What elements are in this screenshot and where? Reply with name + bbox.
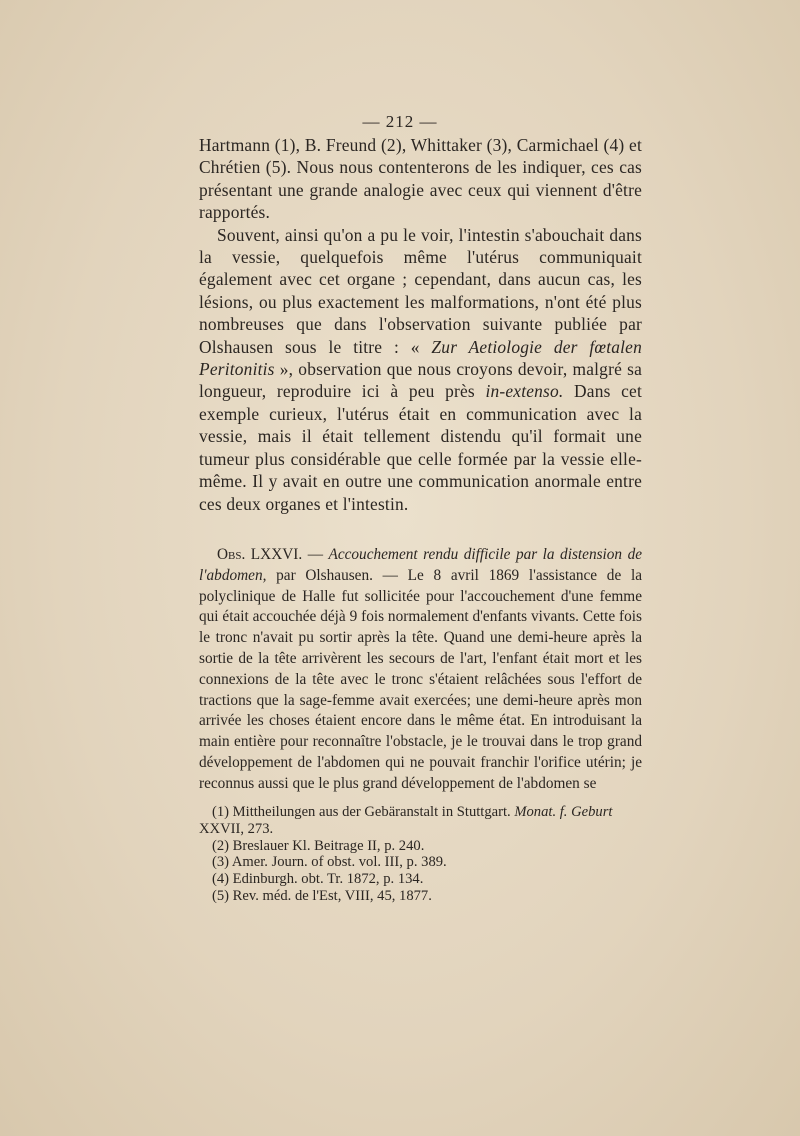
paragraph-2-part-c: Dans cet exemple curieux, l'utérus était en communication avec la vessie, mais il était tellement distendu qu'il formait une tumeur plus considérable que celle formée par la vessie elle-même. Il y avait en outre une communication anormale entre ces deux organes et l'intestin.: [199, 381, 642, 514]
observation-author: par Olshausen. —: [266, 566, 408, 584]
observation-dash: —: [302, 546, 329, 563]
observation-block: [199, 545, 642, 795]
footnote-5: (5) Rev. méd. de l'Est, VIII, 45, 1877.: [212, 887, 432, 904]
observation-text: Le 8 avril 1869 l'assistance de la polyclinique de Halle fut sollicitée pour l'accouchement d'une femme qui était accouchée déjà 9 fois normalement d'enfants vivants. Cette fois le tronc n'avait pu sortir après la tête. Quand une demi-heure après la sortie de la tête arrivèrent les secours de l'art, l'enfant était mort et les connexions de la tête avec le tronc s'étaient relâchées sous l'effort de tractions que la sage-femme avait exercées; une demi-heure après mon arrivée les choses étaient encore dans le même état. En introduisant la main entière pour reconnaître l'obstacle, je le trouvai dans le trop grand développement de l'abdomen qui ne pouvait franchir l'orifice utérin; je reconnus aussi que le plus grand développement de l'abdomen se: [199, 566, 642, 792]
observation-label: Obs. LXXVI.: [217, 546, 303, 563]
footnote-2: (2) Breslauer Kl. Beitrage II, p. 240.: [212, 837, 425, 854]
observation-title: Accouchement rendu difficile par la distension de l'abdomen,: [199, 546, 643, 584]
in-extenso: in-extenso.: [485, 381, 564, 402]
paragraph-1: Hartmann (1), B. Freund (2), Whittaker (3), Carmichael (4) et Chrétien (5). Nous nous contenterons de les indiquer, ces cas présentant une grande analogie avec ceux qui viennent d'être rapportés.: [199, 135, 642, 223]
footnotes: [199, 804, 642, 905]
footnote-1-text: (1) Mittheilungen aus der Gebäranstalt in Stuttgart.: [212, 804, 515, 820]
footnote-1-journal: Monat. f. Geburt: [514, 804, 613, 820]
footnote-4: (4) Edinburgh. obt. Tr. 1872, p. 134.: [212, 871, 424, 888]
footnote-3: (3) Amer. Journ. of obst. vol. III, p. 389.: [212, 854, 447, 871]
main-text: [199, 134, 642, 515]
footnote-1: [199, 804, 642, 838]
paragraph-2: [199, 224, 642, 515]
observation-paragraph: [199, 545, 642, 795]
footnote-1-volume: XXVII, 273.: [199, 820, 274, 837]
paragraph-2-part-a: Souvent, ainsi qu'on a pu le voir, l'intestin s'abouchait dans la vessie, quelquefois même l'utérus communiquait également avec cet organe ; cependant, dans aucun cas, les lésions, ou plus exactement les malformations, n'ont été plus nombreuses que dans l'observation suivante publiée par Olshausen sous le titre : «: [199, 224, 642, 357]
paragraph-2-part-b: », observation que nous croyons devoir, malgré sa longueur, reproduire ici à peu près: [199, 359, 642, 402]
cited-title: Zur Aetiologie der fœtalen Peritonitis: [199, 336, 642, 380]
page-number: — 212 —: [362, 112, 438, 131]
